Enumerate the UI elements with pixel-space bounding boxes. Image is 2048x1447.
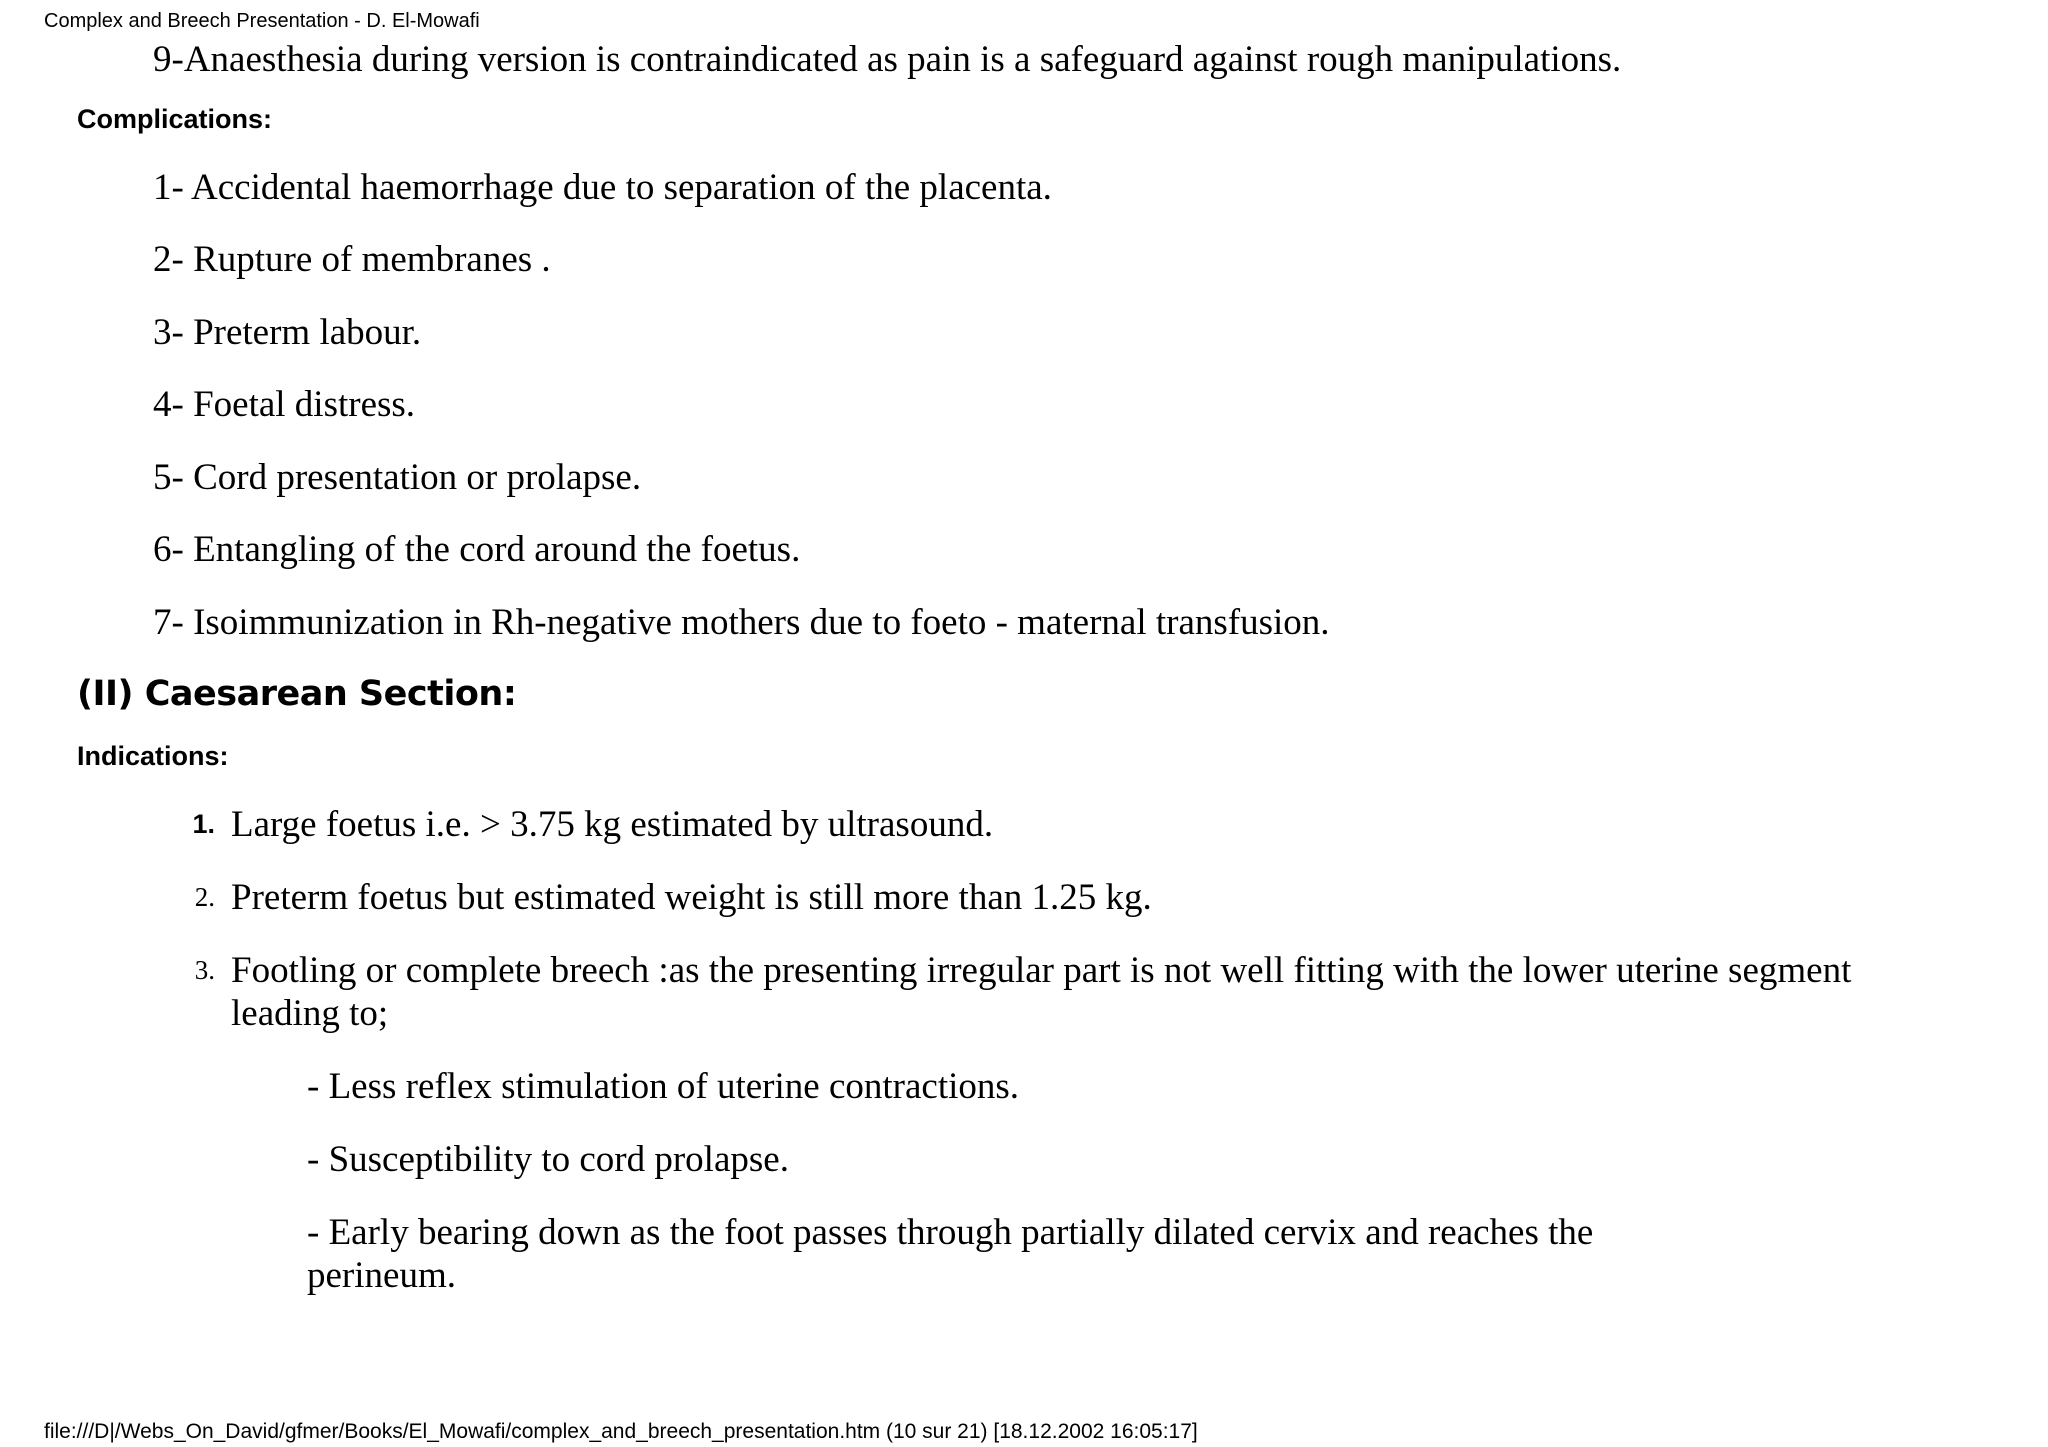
complication-item: 6- Entangling of the cord around the foetus. [153,529,801,570]
section-heading: (II) Caesarean Section: [77,674,517,714]
indication-text-line1: Footling or complete breech :as the presenting irregular part is not well fitting with the lower uterine segment [231,950,1852,991]
page-footer-path: file:///D|/Webs_On_David/gfmer/Books/El_Mowafi/complex_and_breech_presentation.htm (10 sur 21) [18.12.2002 16:05:17] [44,1420,1198,1443]
complication-item: 5- Cord presentation or prolapse. [153,457,642,498]
indication-number: 3. [194,955,215,985]
sub-item-line1: - Early bearing down as the foot passes through partially dilated cervix and reaches the [307,1212,1594,1253]
complications-heading: Complications: [77,104,273,134]
sub-item: - Susceptibility to cord prolapse. [307,1139,789,1180]
indication-text: Large foetus i.e. > 3.75 kg estimated by ultrasound. [231,804,994,845]
complication-item: 4- Foetal distress. [153,384,416,425]
indication-text: Preterm foetus but estimated weight is still more than 1.25 kg. [231,877,1152,918]
complication-item: 7- Isoimmunization in Rh-negative mothers due to foeto - maternal transfusion. [153,602,1330,643]
sub-item: - Less reflex stimulation of uterine contractions. [307,1066,1020,1107]
complication-item: 3- Preterm labour. [153,312,422,353]
sub-item-line2: perineum. [307,1255,456,1296]
intro-paragraph: 9-Anaesthesia during version is contraindicated as pain is a safeguard against rough manipulations. [153,39,1622,80]
indications-heading: Indications: [77,741,229,771]
complication-item: 1- Accidental haemorrhage due to separation of the placenta. [153,167,1052,208]
page-header-title: Complex and Breech Presentation - D. El-Mowafi [44,10,480,32]
indication-number: 1. [192,809,215,839]
complication-item: 2- Rupture of membranes . [153,239,551,280]
indication-text-line2: leading to; [231,993,389,1034]
indication-number: 2. [194,882,215,912]
